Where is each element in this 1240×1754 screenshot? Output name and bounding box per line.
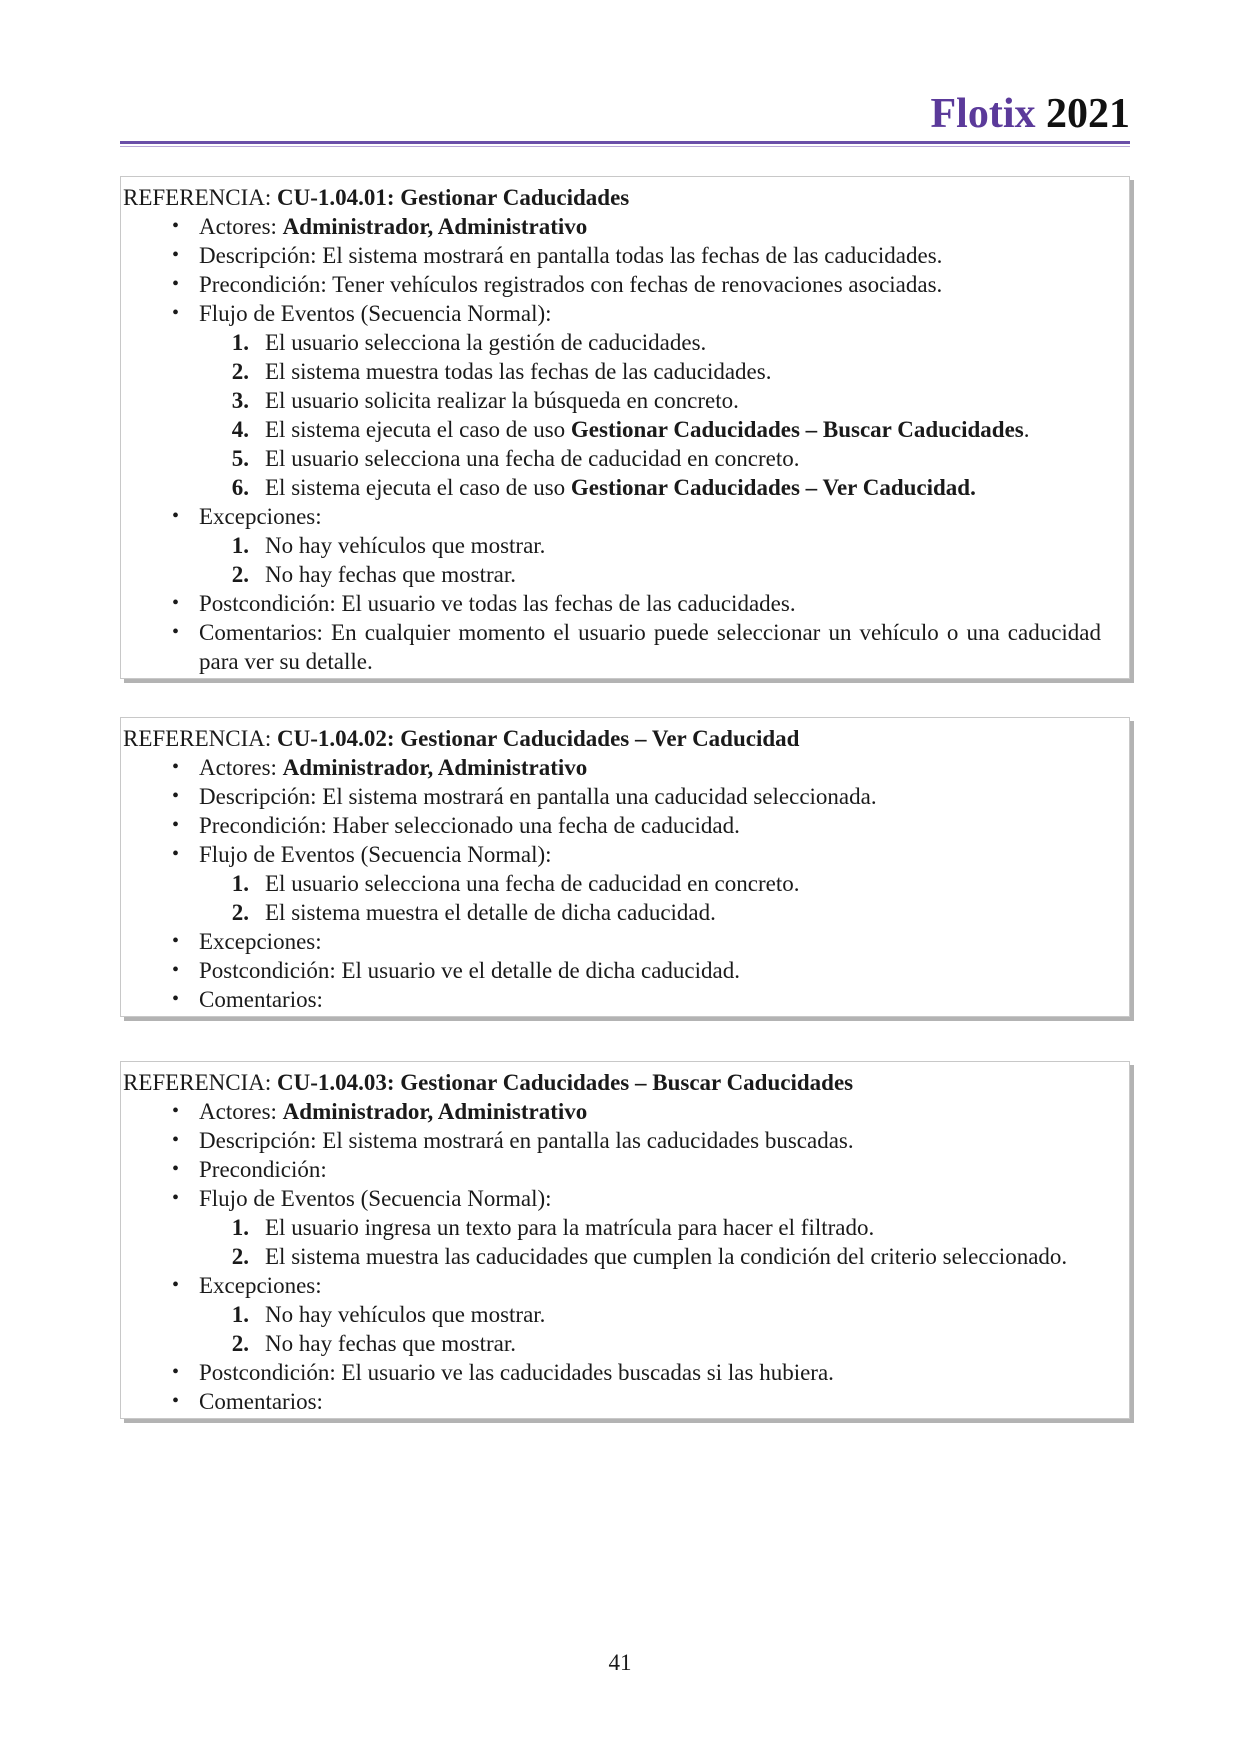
bullet-icon: • <box>171 959 179 981</box>
comments-item: • Comentarios: <box>123 985 1101 1014</box>
header-title <box>931 90 1130 138</box>
flow-steps <box>123 328 1101 502</box>
flow-step: 2. El sistema muestra las caducidades que cumplen la condición del criterio seleccionado. <box>231 1244 1068 1269</box>
flow-item: • Flujo de Eventos (Secuencia Normal): <box>123 299 1101 328</box>
bullet-icon: • <box>171 273 179 295</box>
flow-step: 2. El sistema muestra el detalle de dicha caducidad. <box>231 900 716 925</box>
exception-step: 1. No hay vehículos que mostrar. <box>231 1302 546 1327</box>
precondition-item: • Precondición: Haber seleccionado una fecha de caducidad. <box>123 811 1101 840</box>
exceptions-item: • Excepciones: <box>123 502 1101 531</box>
exception-step: 2. No hay fechas que mostrar. <box>231 1331 517 1356</box>
flow-step: 1. El usuario ingresa un texto para la matrícula para hacer el filtrado. <box>231 1215 875 1240</box>
bullet-icon: • <box>171 988 179 1010</box>
comments-item: • Comentarios: <box>123 1387 1101 1416</box>
description-item: • Descripción: El sistema mostrará en pantalla una caducidad seleccionada. <box>123 782 1101 811</box>
bullet-icon: • <box>171 215 179 237</box>
postcondition-item: • Postcondición: El usuario ve todas las fechas de las caducidades. <box>123 589 1101 618</box>
bullet-icon: • <box>171 302 179 324</box>
exceptions-item: • Excepciones: <box>123 927 1101 956</box>
use-case-card <box>120 1061 1130 1419</box>
flow-step: 4. El sistema ejecuta el caso de uso Gestionar Caducidades – Buscar Caducidades. <box>231 417 1030 442</box>
bullet-icon: • <box>171 621 179 643</box>
page-header <box>120 88 1130 144</box>
page-number: 41 <box>608 1650 632 1675</box>
flow-step: 6. El sistema ejecuta el caso de uso Gestionar Caducidades – Ver Caducidad. <box>231 475 976 500</box>
postcondition-item: • Postcondición: El usuario ve las caducidades buscadas si las hubiera. <box>123 1358 1101 1387</box>
postcondition-item: • Postcondición: El usuario ve el detalle de dicha caducidad. <box>123 956 1101 985</box>
actors-item: • Actores: Administrador, Administrativo <box>123 212 1101 241</box>
use-case-code: CU-1.04.03: Gestionar Caducidades – Buscar Caducidades <box>276 1070 854 1095</box>
bullet-icon: • <box>171 1158 179 1180</box>
use-case-code: CU-1.04.01: Gestionar Caducidades <box>276 185 630 210</box>
flow-step: 5. El usuario selecciona una fecha de caducidad en concreto. <box>231 446 800 471</box>
flow-steps <box>123 869 1101 927</box>
bullet-icon: • <box>171 592 179 614</box>
use-case-reference: REFERENCIA: CU-1.04.03: Gestionar Caducidades – Buscar Caducidades <box>123 1070 854 1095</box>
description-item: • Descripción: El sistema mostrará en pantalla todas las fechas de las caducidades. <box>123 241 1101 270</box>
use-case-card <box>120 176 1130 679</box>
flow-item: • Flujo de Eventos (Secuencia Normal): <box>123 840 1101 869</box>
exception-steps <box>123 531 1101 589</box>
exceptions-item: • Excepciones: <box>123 1271 1101 1300</box>
description-item: • Descripción: El sistema mostrará en pantalla las caducidades buscadas. <box>123 1126 1101 1155</box>
bullet-icon: • <box>171 1129 179 1151</box>
exception-steps <box>123 1300 1101 1358</box>
bullet-icon: • <box>171 505 179 527</box>
bullet-icon: • <box>171 1390 179 1412</box>
brand-name: Flotix <box>930 91 1036 137</box>
flow-step: 2. El sistema muestra todas las fechas de las caducidades. <box>231 359 772 384</box>
flow-step: 3. El usuario solicita realizar la búsqueda en concreto. <box>231 388 739 413</box>
use-case-code: CU-1.04.02: Gestionar Caducidades – Ver Caducidad <box>276 726 800 751</box>
exception-step: 2. No hay fechas que mostrar. <box>231 562 517 587</box>
actors-item: • Actores: Administrador, Administrativo <box>123 753 1101 782</box>
flow-steps <box>123 1213 1101 1271</box>
use-case-card <box>120 717 1130 1017</box>
bullet-icon: • <box>171 785 179 807</box>
bullet-icon: • <box>171 930 179 952</box>
flow-item: • Flujo de Eventos (Secuencia Normal): <box>123 1184 1101 1213</box>
use-case-reference: REFERENCIA: CU-1.04.02: Gestionar Caducidades – Ver Caducidad <box>123 726 800 751</box>
precondition-item: • Precondición: <box>123 1155 1101 1184</box>
flow-step: 1. El usuario selecciona la gestión de caducidades. <box>231 330 707 355</box>
exception-step: 1. No hay vehículos que mostrar. <box>231 533 546 558</box>
bullet-icon: • <box>171 814 179 836</box>
header-year: 2021 <box>1046 91 1130 137</box>
bullet-icon: • <box>171 1100 179 1122</box>
bullet-icon: • <box>171 1187 179 1209</box>
precondition-item: • Precondición: Tener vehículos registrados con fechas de renovaciones asociadas. <box>123 270 1101 299</box>
use-case-reference: REFERENCIA: CU-1.04.01: Gestionar Caducidades <box>123 185 630 210</box>
bullet-icon: • <box>171 1274 179 1296</box>
bullet-icon: • <box>171 244 179 266</box>
actors-item: • Actores: Administrador, Administrativo <box>123 1097 1101 1126</box>
bullet-icon: • <box>171 1361 179 1383</box>
bullet-icon: • <box>171 756 179 778</box>
flow-step: 1. El usuario selecciona una fecha de caducidad en concreto. <box>231 871 800 896</box>
comments-item: • Comentarios: En cualquier momento el usuario puede seleccionar un vehículo o una caducidad para ver su detalle. <box>123 618 1101 676</box>
bullet-icon: • <box>171 843 179 865</box>
